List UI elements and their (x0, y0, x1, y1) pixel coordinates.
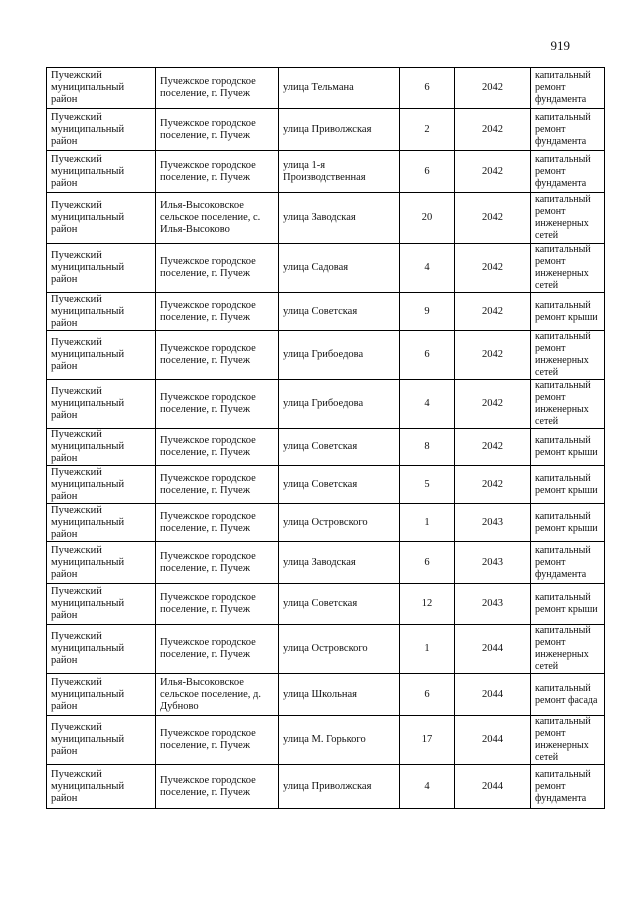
district-cell: Пучежский муниципальный район (47, 429, 156, 466)
table-row (47, 193, 605, 244)
year-cell: 2044 (455, 716, 531, 765)
settlement-cell: Пучежское городское поселение, г. Пучеж (156, 542, 279, 584)
settlement-cell: Пучежское городское поселение, г. Пучеж (156, 109, 279, 151)
settlement-cell: Пучежское городское поселение, г. Пучеж (156, 429, 279, 466)
house-number-cell: 6 (400, 674, 455, 716)
house-number-cell: 4 (400, 244, 455, 293)
year-cell: 2044 (455, 625, 531, 674)
district-cell: Пучежский муниципальный район (47, 68, 156, 109)
district-cell: Пучежский муниципальный район (47, 625, 156, 674)
settlement-cell: Пучежское городское поселение, г. Пучеж (156, 331, 279, 380)
work-type-cell: капитальный ремонт фасада (531, 674, 605, 716)
settlement-cell: Илья-Высоковское сельское поселение, с. Илья-Высоково (156, 193, 279, 244)
table-row (47, 584, 605, 625)
house-number-cell: 4 (400, 380, 455, 429)
table-row (47, 244, 605, 293)
house-number-cell: 17 (400, 716, 455, 765)
district-cell: Пучежский муниципальный район (47, 765, 156, 809)
district-cell: Пучежский муниципальный район (47, 151, 156, 193)
district-cell: Пучежский муниципальный район (47, 584, 156, 625)
table-row (47, 331, 605, 380)
table-row (47, 109, 605, 151)
street-cell: улица Островского (279, 504, 400, 542)
settlement-cell: Пучежское городское поселение, г. Пучеж (156, 765, 279, 809)
settlement-cell: Пучежское городское поселение, г. Пучеж (156, 151, 279, 193)
work-type-cell: капитальный ремонт фундамента (531, 542, 605, 584)
table-row (47, 504, 605, 542)
district-cell: Пучежский муниципальный район (47, 716, 156, 765)
year-cell: 2042 (455, 244, 531, 293)
street-cell: улица Советская (279, 466, 400, 504)
settlement-cell: Илья-Высоковское сельское поселение, д. Дубново (156, 674, 279, 716)
work-type-cell: капитальный ремонт фундамента (531, 765, 605, 809)
house-number-cell: 9 (400, 293, 455, 331)
settlement-cell: Пучежское городское поселение, г. Пучеж (156, 504, 279, 542)
year-cell: 2042 (455, 109, 531, 151)
year-cell: 2042 (455, 380, 531, 429)
district-cell: Пучежский муниципальный район (47, 244, 156, 293)
work-type-cell: капитальный ремонт инженерных сетей (531, 331, 605, 380)
year-cell: 2042 (455, 68, 531, 109)
year-cell: 2042 (455, 429, 531, 466)
settlement-cell: Пучежское городское поселение, г. Пучеж (156, 625, 279, 674)
work-type-cell: капитальный ремонт инженерных сетей (531, 193, 605, 244)
district-cell: Пучежский муниципальный район (47, 109, 156, 151)
house-number-cell: 8 (400, 429, 455, 466)
street-cell: улица Советская (279, 429, 400, 466)
table-row (47, 151, 605, 193)
work-type-cell: капитальный ремонт инженерных сетей (531, 244, 605, 293)
street-cell: улица Советская (279, 584, 400, 625)
year-cell: 2042 (455, 293, 531, 331)
work-type-cell: капитальный ремонт фундамента (531, 109, 605, 151)
street-cell: улица Грибоедова (279, 380, 400, 429)
settlement-cell: Пучежское городское поселение, г. Пучеж (156, 716, 279, 765)
table-row (47, 674, 605, 716)
table-row (47, 625, 605, 674)
house-number-cell: 6 (400, 331, 455, 380)
year-cell: 2043 (455, 584, 531, 625)
street-cell: улица 1-я Производственная (279, 151, 400, 193)
work-type-cell: капитальный ремонт фундамента (531, 68, 605, 109)
table-row (47, 68, 605, 109)
street-cell: улица Заводская (279, 193, 400, 244)
work-type-cell: капитальный ремонт крыши (531, 466, 605, 504)
year-cell: 2042 (455, 151, 531, 193)
year-cell: 2042 (455, 193, 531, 244)
district-cell: Пучежский муниципальный район (47, 380, 156, 429)
work-type-cell: капитальный ремонт крыши (531, 293, 605, 331)
year-cell: 2043 (455, 504, 531, 542)
year-cell: 2043 (455, 542, 531, 584)
district-cell: Пучежский муниципальный район (47, 504, 156, 542)
house-number-cell: 5 (400, 466, 455, 504)
street-cell: улица Заводская (279, 542, 400, 584)
table-row (47, 293, 605, 331)
district-cell: Пучежский муниципальный район (47, 293, 156, 331)
settlement-cell: Пучежское городское поселение, г. Пучеж (156, 380, 279, 429)
house-number-cell: 2 (400, 109, 455, 151)
street-cell: улица Школьная (279, 674, 400, 716)
district-cell: Пучежский муниципальный район (47, 674, 156, 716)
house-number-cell: 4 (400, 765, 455, 809)
street-cell: улица М. Горького (279, 716, 400, 765)
work-type-cell: капитальный ремонт инженерных сетей (531, 625, 605, 674)
street-cell: улица Советская (279, 293, 400, 331)
work-type-cell: капитальный ремонт крыши (531, 504, 605, 542)
street-cell: улица Приволжская (279, 109, 400, 151)
work-type-cell: капитальный ремонт крыши (531, 429, 605, 466)
district-cell: Пучежский муниципальный район (47, 466, 156, 504)
street-cell: улица Приволжская (279, 765, 400, 809)
house-number-cell: 6 (400, 68, 455, 109)
house-number-cell: 12 (400, 584, 455, 625)
settlement-cell: Пучежское городское поселение, г. Пучеж (156, 244, 279, 293)
house-number-cell: 6 (400, 542, 455, 584)
district-cell: Пучежский муниципальный район (47, 193, 156, 244)
work-type-cell: капитальный ремонт фундамента (531, 151, 605, 193)
work-type-cell: капитальный ремонт крыши (531, 584, 605, 625)
table-row (47, 466, 605, 504)
settlement-cell: Пучежское городское поселение, г. Пучеж (156, 293, 279, 331)
house-number-cell: 1 (400, 625, 455, 674)
year-cell: 2044 (455, 765, 531, 809)
settlement-cell: Пучежское городское поселение, г. Пучеж (156, 584, 279, 625)
street-cell: улица Грибоедова (279, 331, 400, 380)
district-cell: Пучежский муниципальный район (47, 542, 156, 584)
settlement-cell: Пучежское городское поселение, г. Пучеж (156, 68, 279, 109)
settlement-cell: Пучежское городское поселение, г. Пучеж (156, 466, 279, 504)
repair-schedule-table (46, 67, 605, 809)
work-type-cell: капитальный ремонт инженерных сетей (531, 716, 605, 765)
street-cell: улица Тельмана (279, 68, 400, 109)
house-number-cell: 1 (400, 504, 455, 542)
table-row (47, 429, 605, 466)
year-cell: 2042 (455, 466, 531, 504)
year-cell: 2044 (455, 674, 531, 716)
work-type-cell: капитальный ремонт инженерных сетей (531, 380, 605, 429)
table-row (47, 716, 605, 765)
house-number-cell: 6 (400, 151, 455, 193)
house-number-cell: 20 (400, 193, 455, 244)
table-body (47, 68, 605, 809)
table-row (47, 542, 605, 584)
page-number: 919 (550, 38, 570, 53)
street-cell: улица Островского (279, 625, 400, 674)
district-cell: Пучежский муниципальный район (47, 331, 156, 380)
table-row (47, 765, 605, 809)
street-cell: улица Садовая (279, 244, 400, 293)
year-cell: 2042 (455, 331, 531, 380)
table-row (47, 380, 605, 429)
